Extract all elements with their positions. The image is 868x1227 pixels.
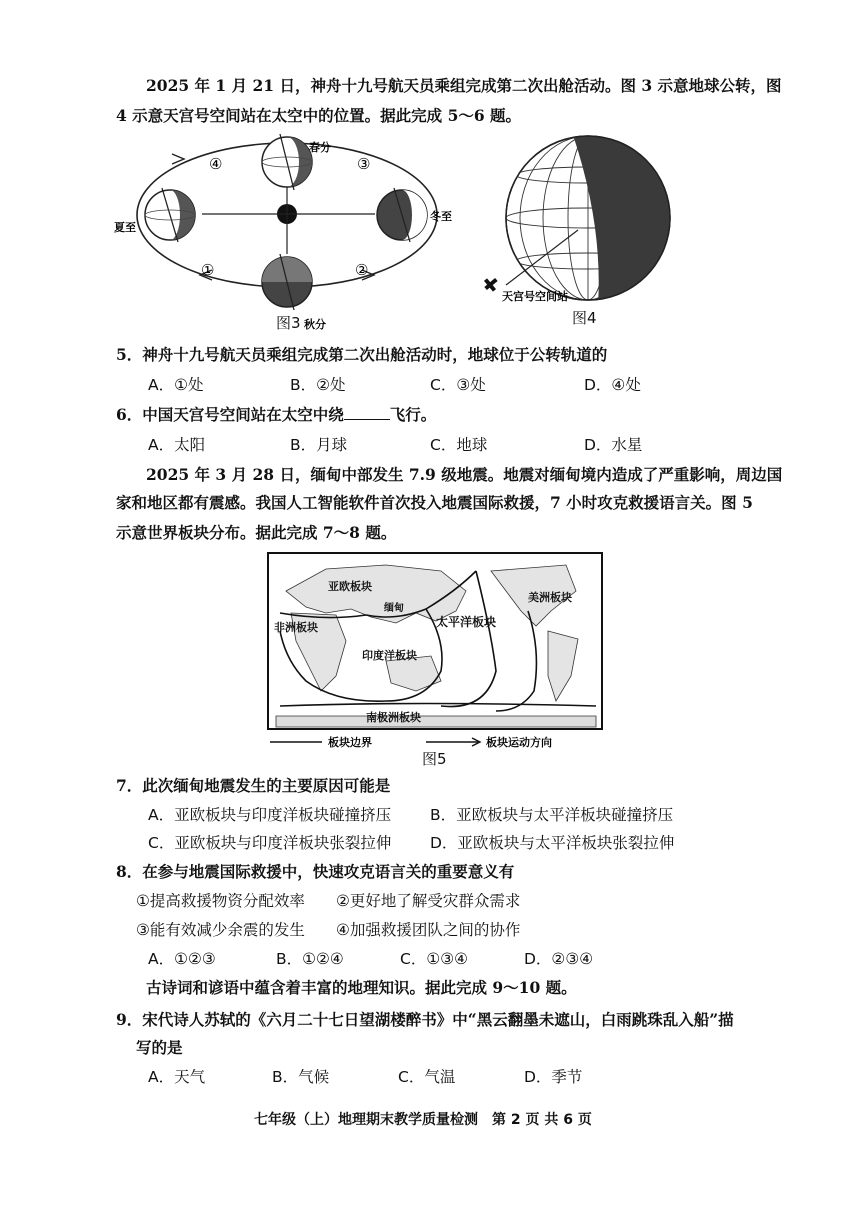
figure-4-caption: 图4 (572, 309, 597, 327)
q8-option-b: B．①②④ (276, 950, 344, 968)
q6-stem-start: 6．中国天宫号空间站在太空中绕 (116, 405, 344, 424)
answer-blank (344, 405, 390, 420)
q5-option-c: C．③处 (430, 376, 486, 394)
position-4: ④ (209, 155, 223, 173)
intro-text: 2025 年 1 月 21 日，神舟十九号航天员乘组完成第二次出舱活动。图 3 示意地球公转，图 (146, 76, 782, 95)
question-5-stem: 5．神舟十九号航天员乘组完成第二次出舱活动时，地球位于公转轨道的 (116, 345, 608, 364)
q8-item-3: ③能有效减少余震的发生 (136, 921, 305, 939)
q6-stem-end: 飞行。 (389, 405, 437, 424)
q8-item-4: ④加强救援团队之间的协作 (336, 921, 521, 939)
position-1: ① (201, 261, 215, 279)
q8-item-1: ①提高救援物资分配效率 (136, 892, 305, 910)
q9-option-c: C．气温 (398, 1068, 456, 1086)
label-indian-plate: 印度洋板块 (362, 649, 417, 662)
q6-option-a: A．太阳 (148, 436, 206, 454)
q6-option-d: D．水星 (584, 436, 643, 454)
label-african-plate: 非洲板块 (274, 621, 318, 634)
q6-option-b: B．月球 (290, 436, 348, 454)
q7-option-b: B．亚欧板块与太平洋板块碰撞挤压 (430, 806, 674, 824)
intro-text: 4 示意天宫号空间站在太空中的位置。据此完成 5～6 题。 (116, 106, 522, 125)
q8-option-d: D．②③④ (524, 950, 594, 968)
label-antarctic-plate: 南极洲板块 (366, 711, 421, 724)
figure-5-caption: 图5 (422, 750, 447, 768)
q5-option-a: A．①处 (148, 376, 204, 394)
q5-option-b: B．②处 (290, 376, 346, 394)
earth-winter-icon (377, 188, 427, 242)
question-6-stem (116, 405, 436, 425)
q7-option-a: A．亚欧板块与印度洋板块碰撞挤压 (148, 806, 392, 824)
q7-option-d: D．亚欧板块与太平洋板块张裂拉伸 (430, 834, 675, 852)
intro-text: 古诗词和谚语中蕴含着丰富的地理知识。据此完成 9～10 题。 (146, 978, 577, 997)
intro-text: 示意世界板块分布。据此完成 7～8 题。 (116, 523, 397, 542)
earth-spring-icon (262, 134, 312, 190)
intro-text: 家和地区都有震感。我国人工智能软件首次投入地震国际救援，7 小时攻克救援语言关。图 5 (116, 493, 753, 512)
orbit-arrow (172, 154, 184, 164)
q9-option-b: B．气候 (272, 1068, 330, 1086)
label-winter: 冬至 (430, 210, 452, 223)
figure-5-plate-map (266, 551, 606, 751)
q5-option-d: D．④处 (584, 376, 641, 394)
page-footer: 七年级（上）地理期末教学质量检测 第 2 页 共 6 页 (254, 1112, 592, 1128)
q9-option-a: A．天气 (148, 1068, 206, 1086)
label-summer: 夏至 (114, 221, 136, 234)
question-8-stem: 8．在参与地震国际救援中，快速攻克语言关的重要意义有 (116, 862, 515, 881)
label-eurasian-plate: 亚欧板块 (328, 580, 372, 593)
label-american-plate: 美洲板块 (528, 591, 572, 604)
earth-autumn-icon (262, 254, 312, 310)
position-3: ③ (357, 155, 371, 173)
figure-3-caption: 图3 (276, 314, 301, 332)
label-pacific-plate: 太平洋板块 (436, 615, 497, 629)
q8-option-c: C．①③④ (400, 950, 469, 968)
label-autumn: 秋分 (304, 318, 326, 331)
question-9-stem: 9．宋代诗人苏轼的《六月二十七日望湖楼醉书》中“黑云翻墨未遮山，白雨跳珠乱入船”描 (116, 1010, 734, 1029)
q9-option-d: D．季节 (524, 1068, 583, 1086)
space-station-icon (484, 278, 498, 292)
question-9-stem-cont: 写的是 (136, 1038, 183, 1057)
q8-option-a: A．①②③ (148, 950, 216, 968)
q6-option-c: C．地球 (430, 436, 488, 454)
position-2: ② (355, 261, 369, 279)
label-spring: 春分 (309, 141, 331, 154)
label-space-station: 天宫号空间站 (502, 290, 568, 303)
earth-summer-icon (145, 188, 195, 242)
question-7-stem: 7．此次缅甸地震发生的主要原因可能是 (116, 776, 391, 795)
figure-4-globe (478, 135, 688, 310)
intro-text: 2025 年 3 月 28 日，缅甸中部发生 7.9 级地震。地震对缅甸境内造成了严重影响，周边国 (146, 465, 783, 484)
q7-option-c: C．亚欧板块与印度洋板块张裂拉伸 (148, 834, 392, 852)
figure-3-earth-revolution (112, 132, 452, 342)
q8-item-2: ②更好地了解受灾群众需求 (336, 892, 521, 910)
landmass-antarctica (276, 716, 596, 727)
label-myanmar: 缅甸 (384, 603, 404, 614)
legend-boundary-label: 板块边界 (328, 736, 372, 749)
legend-direction-label: 板块运动方向 (486, 736, 552, 749)
